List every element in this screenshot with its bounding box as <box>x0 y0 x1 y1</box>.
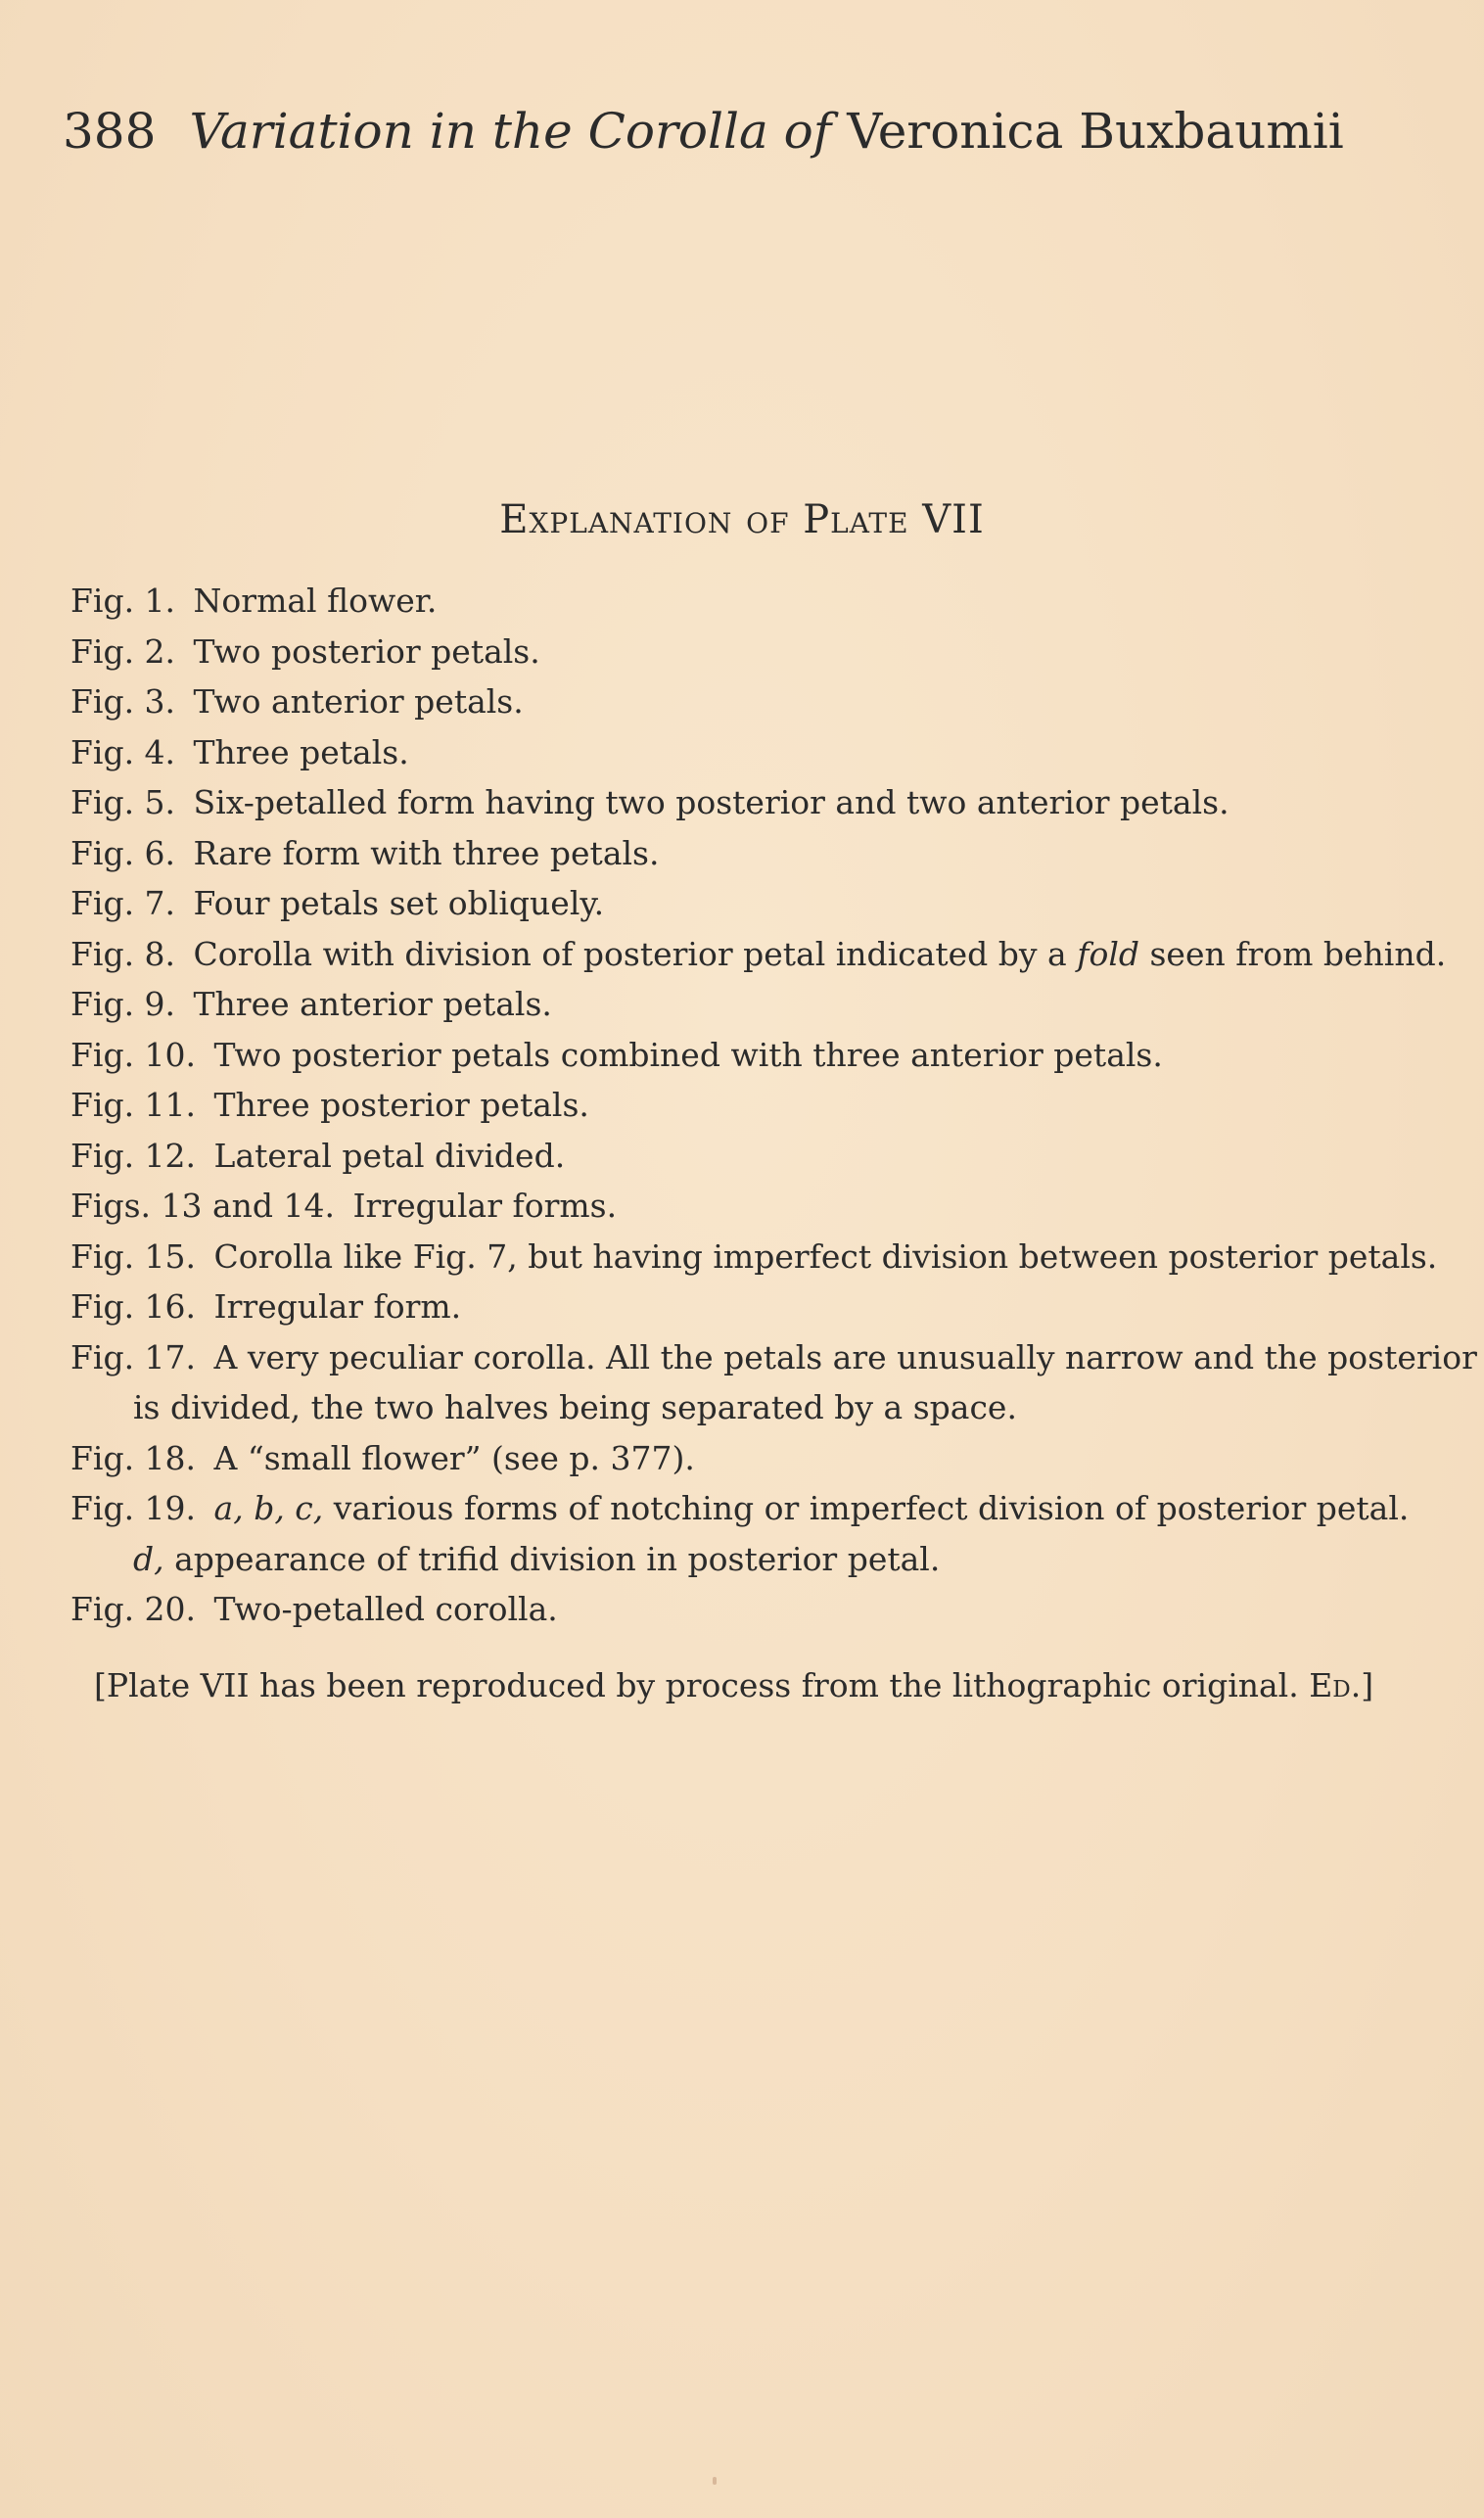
figure-entry <box>70 1282 1451 1332</box>
figure-caption: various forms of notching or imperfect division of posterior petal. <box>333 1489 1410 1527</box>
figure-caption-emphasis: a, b, c, <box>213 1489 324 1527</box>
running-head-title-italic: Variation in the Corolla of <box>189 103 832 160</box>
figure-entry <box>70 1433 1451 1484</box>
figure-caption-emphasis: d, <box>133 1539 164 1578</box>
figure-label: Fig. 10. <box>70 1035 197 1074</box>
figure-label: Fig. 20. <box>70 1590 197 1628</box>
figure-entry <box>70 727 1451 778</box>
figure-caption: appearance of trifid division in posterior petal. <box>174 1539 941 1578</box>
editor-note-text: [Plate VII has been reproduced by process from the lithographic original. <box>94 1666 1299 1704</box>
figure-entry <box>70 1030 1451 1081</box>
figure-entry <box>70 878 1451 929</box>
figure-entry <box>70 1584 1451 1635</box>
figure-label: Fig. 6. <box>70 833 176 872</box>
figure-entry <box>70 1131 1451 1182</box>
figure-label: Fig. 5. <box>70 783 176 821</box>
figure-caption-part: seen from behind. <box>1149 934 1447 973</box>
figure-caption-emphasis: fold <box>1077 934 1139 973</box>
figure-caption-continuation: is divided, the two halves being separated by a space. <box>133 1388 1017 1426</box>
figure-caption-line <box>70 1483 1451 1534</box>
figure-caption: Two posterior petals combined with three anterior petals. <box>213 1035 1163 1074</box>
figure-entry <box>70 1181 1451 1232</box>
figure-entry <box>70 828 1451 879</box>
figure-entry <box>70 1232 1451 1282</box>
figure-entry <box>70 1332 1477 1433</box>
figure-caption: Three posterior petals. <box>213 1086 589 1124</box>
figure-explanation-list <box>70 576 1477 1635</box>
editor-abbreviation: Ed.] <box>1309 1666 1374 1704</box>
figure-label: Fig. 9. <box>70 985 176 1023</box>
figure-entry <box>70 979 1451 1030</box>
figure-caption: Two anterior petals. <box>193 682 524 721</box>
running-head-title-species: Veronica Buxbaumii <box>847 103 1344 160</box>
figure-label: Figs. 13 and 14. <box>70 1187 335 1225</box>
figure-label: Fig. 16. <box>70 1287 197 1326</box>
paper-speck <box>713 2477 717 2485</box>
figure-caption: Lateral petal divided. <box>213 1136 566 1175</box>
figure-entry <box>70 1483 1451 1584</box>
figure-caption: Rare form with three petals. <box>193 833 660 872</box>
figure-label: Fig. 19. <box>70 1489 197 1527</box>
figure-label: Fig. 18. <box>70 1438 197 1477</box>
figure-label: Fig. 17. <box>70 1337 197 1376</box>
figure-label: Fig. 1. <box>70 582 176 620</box>
figure-entry <box>70 676 1451 727</box>
figure-caption: Two posterior petals. <box>193 631 540 671</box>
running-head <box>63 102 1344 161</box>
plate-explanation-heading <box>0 495 1484 544</box>
figure-caption: Three petals. <box>193 732 409 771</box>
page-number: 388 <box>63 103 157 160</box>
figure-entry <box>70 1080 1451 1131</box>
figure-caption-part: Corolla with division of posterior petal indicated by a <box>193 934 1067 973</box>
figure-entry <box>70 627 1451 677</box>
figure-caption: A very peculiar corolla. All the petals are unusually narrow and the posterior <box>213 1337 1477 1376</box>
editor-note <box>94 1661 1373 1710</box>
figure-label: Fig. 2. <box>70 631 176 671</box>
figure-caption: Normal flower. <box>193 582 438 620</box>
figure-caption-continuation <box>70 1534 1451 1585</box>
figure-caption: A “small flower” (see p. 377). <box>213 1438 695 1477</box>
figure-entry <box>70 576 1451 627</box>
figure-label: Fig. 8. <box>70 934 176 973</box>
figure-entry <box>70 777 1451 828</box>
figure-label: Fig. 7. <box>70 884 176 922</box>
figure-caption-line <box>70 1332 1477 1383</box>
figure-label: Fig. 3. <box>70 682 176 721</box>
figure-caption: Six-petalled form having two posterior and two anterior petals. <box>193 783 1229 821</box>
heading-text: Explanation of Plate VII <box>499 497 985 542</box>
figure-caption: Irregular forms. <box>352 1187 618 1225</box>
figure-caption: Four petals set obliquely. <box>193 884 605 922</box>
figure-caption: Three anterior petals. <box>193 985 552 1023</box>
figure-label: Fig. 12. <box>70 1136 197 1175</box>
figure-caption: Two-petalled corolla. <box>213 1590 558 1628</box>
figure-caption: Irregular form. <box>213 1287 462 1326</box>
figure-label: Fig. 15. <box>70 1236 197 1276</box>
figure-caption: Corolla like Fig. 7, but having imperfect division between posterior petals. <box>213 1236 1438 1276</box>
figure-label: Fig. 11. <box>70 1086 197 1124</box>
figure-entry <box>70 929 1451 980</box>
figure-label: Fig. 4. <box>70 732 176 771</box>
